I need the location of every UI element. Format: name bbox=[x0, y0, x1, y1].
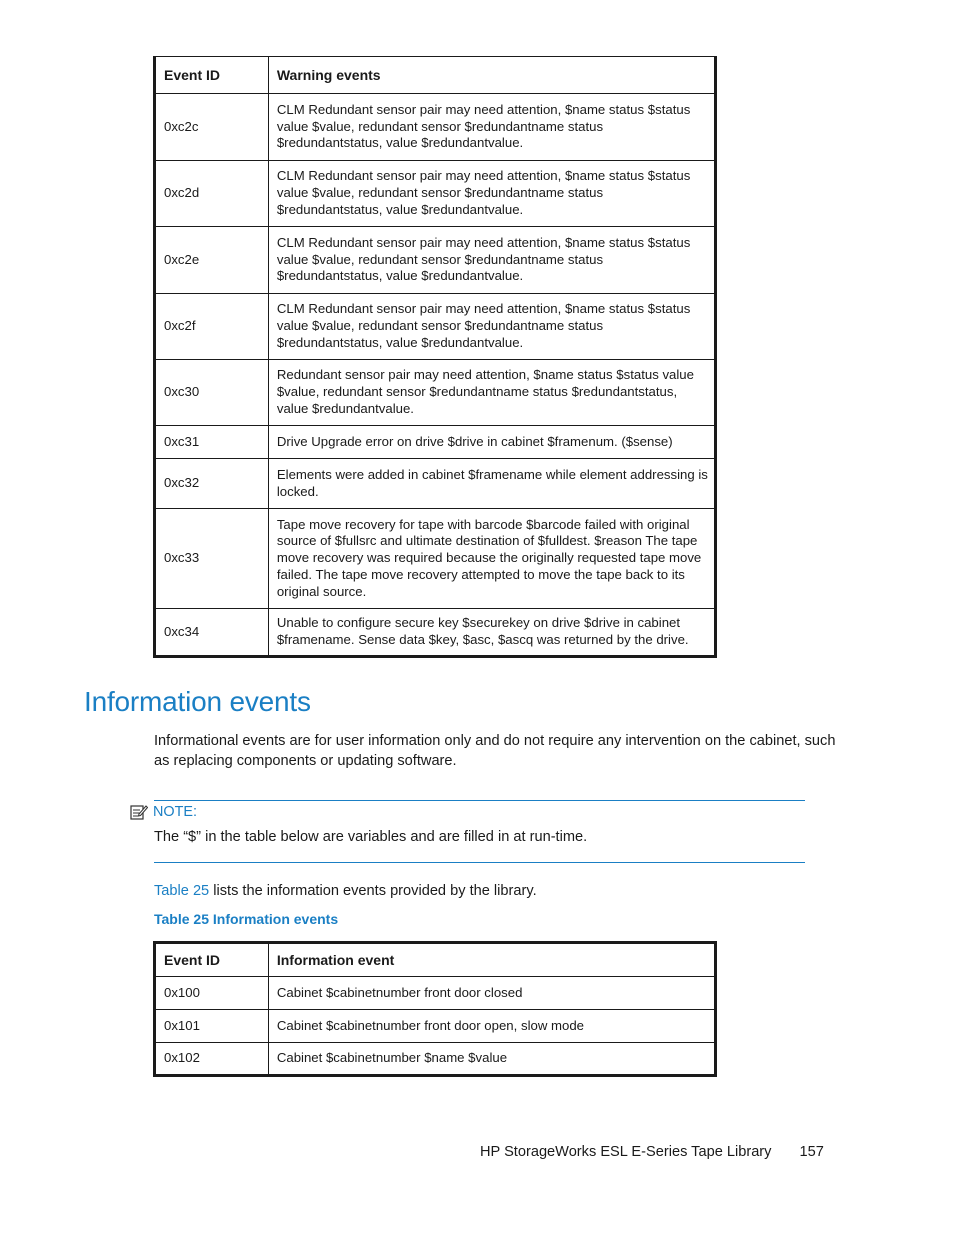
event-id-cell: 0xc30 bbox=[155, 360, 269, 426]
event-text-cell: Tape move recovery for tape with barcode $barcode failed with original source of $fullsrc and ultimate destination of $fulldest. $reason The tape move recovery was required because the originally requested tape move failed. The tape move recovery attempted to move the tape back to its original source. bbox=[268, 509, 715, 609]
note-label: NOTE: bbox=[153, 804, 197, 820]
event-id-cell: 0x100 bbox=[155, 977, 269, 1010]
table-header-row bbox=[155, 943, 716, 977]
table-header-row bbox=[155, 57, 716, 94]
note-pencil-icon bbox=[130, 804, 148, 820]
note-text: The “$” in the table below are variables and are filled in at run-time. bbox=[154, 829, 588, 845]
table-row bbox=[155, 161, 716, 227]
event-id-cell: 0xc33 bbox=[155, 509, 269, 609]
table-row bbox=[155, 294, 716, 360]
event-id-cell: 0xc2c bbox=[155, 94, 269, 161]
note-top-rule bbox=[154, 800, 805, 801]
table-row bbox=[155, 360, 716, 426]
event-text-cell: Unable to configure secure key $securekey on drive $drive in cabinet $framename. Sense data $key, $asc, $ascq was returned by the drive. bbox=[268, 609, 715, 657]
table-row bbox=[155, 94, 716, 161]
event-text-cell: Drive Upgrade error on drive $drive in cabinet $framenum. ($sense) bbox=[268, 426, 715, 459]
table-25-link[interactable]: Table 25 bbox=[154, 883, 210, 899]
event-id-cell: 0xc31 bbox=[155, 426, 269, 459]
event-text-cell: CLM Redundant sensor pair may need attention, $name status $status value $value, redundant sensor $redundantname status $redundantstatus, value $redundantvalue. bbox=[268, 294, 715, 360]
event-id-cell: 0x101 bbox=[155, 1010, 269, 1043]
event-id-cell: 0xc32 bbox=[155, 459, 269, 509]
event-text-cell: CLM Redundant sensor pair may need attention, $name status $status value $value, redundant sensor $redundantname status $redundantstatus, value $redundantvalue. bbox=[268, 227, 715, 294]
table-row bbox=[155, 977, 716, 1010]
table-row bbox=[155, 426, 716, 459]
event-id-cell: 0xc2e bbox=[155, 227, 269, 294]
event-text-cell: Cabinet $cabinetnumber $name $value bbox=[268, 1043, 715, 1076]
page-number: 157 bbox=[799, 1144, 824, 1160]
event-text-cell: Elements were added in cabinet $framename while element addressing is locked. bbox=[268, 459, 715, 509]
information-events-table bbox=[153, 941, 717, 1077]
event-text-cell: CLM Redundant sensor pair may need attention, $name status $status value $value, redundant sensor $redundantname status $redundantstatus, value $redundantvalue. bbox=[268, 94, 715, 161]
table-caption: Table 25 Information events bbox=[154, 911, 339, 927]
event-id-cell: 0x102 bbox=[155, 1043, 269, 1076]
table-row bbox=[155, 459, 716, 509]
event-id-cell: 0xc2f bbox=[155, 294, 269, 360]
section-title: Information events bbox=[84, 686, 311, 717]
event-text-cell: Cabinet $cabinetnumber front door open, slow mode bbox=[268, 1010, 715, 1043]
event-id-cell: 0xc2d bbox=[155, 161, 269, 227]
table-reference-sentence bbox=[154, 883, 537, 899]
event-id-cell: 0xc34 bbox=[155, 609, 269, 657]
event-text-cell: Cabinet $cabinetnumber front door closed bbox=[268, 977, 715, 1010]
note-bottom-rule bbox=[154, 862, 805, 863]
table-row bbox=[155, 609, 716, 657]
event-text-cell: Redundant sensor pair may need attention, $name status $status value $value, redundant sensor $redundantname status $redundantstatus, value $redundantvalue. bbox=[268, 360, 715, 426]
column-header-event-id: Event ID bbox=[155, 943, 269, 977]
table-row bbox=[155, 509, 716, 609]
table-row bbox=[155, 1043, 716, 1076]
page-footer bbox=[480, 1144, 824, 1160]
table-reference-text: lists the information events provided by the library. bbox=[209, 883, 537, 899]
column-header-event-id: Event ID bbox=[155, 57, 269, 94]
warning-events-table bbox=[153, 56, 717, 658]
column-header-warning-events: Warning events bbox=[268, 57, 715, 94]
table-row bbox=[155, 1010, 716, 1043]
note-heading bbox=[130, 804, 197, 820]
column-header-information-event: Information event bbox=[268, 943, 715, 977]
section-intro: Informational events are for user information only and do not require any intervention on the cabinet, such as replacing components or updating software. bbox=[154, 733, 836, 769]
footer-title: HP StorageWorks ESL E-Series Tape Library bbox=[480, 1144, 772, 1160]
event-text-cell: CLM Redundant sensor pair may need attention, $name status $status value $value, redundant sensor $redundantname status $redundantstatus, value $redundantvalue. bbox=[268, 161, 715, 227]
table-row bbox=[155, 227, 716, 294]
